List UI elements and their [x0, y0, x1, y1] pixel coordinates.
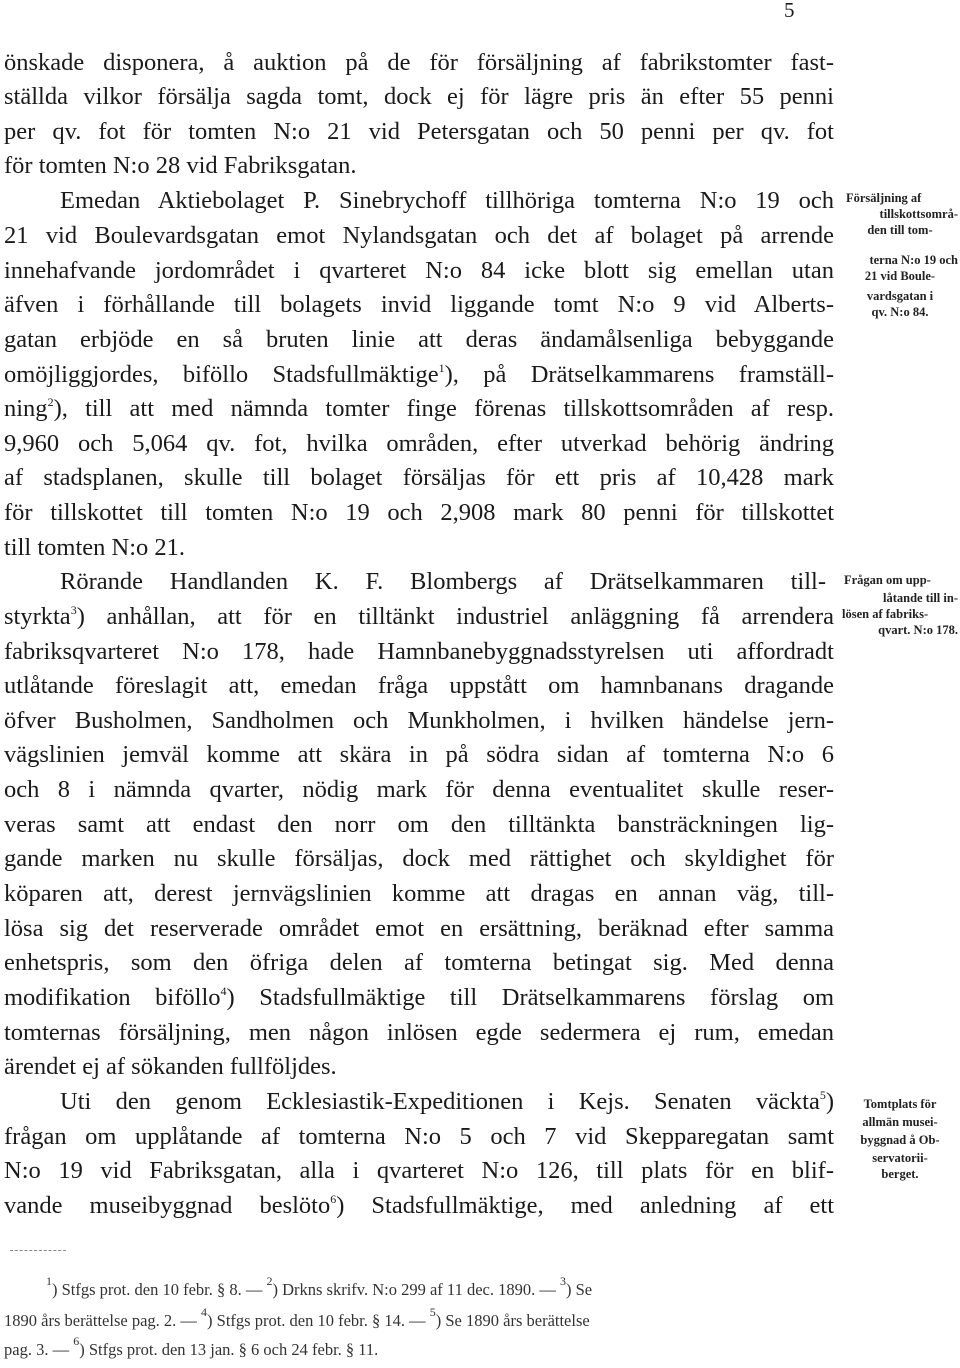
- body-line: köparen att, derest jernvägslinien komme att dragas en annan väg, till-: [4, 880, 834, 907]
- footnote-line: pag. 3. — $^6$) Stfgs prot. den 13 jan. § 6 och 24 febr. § 11.: [4, 1334, 379, 1359]
- footnote-ref: 4: [220, 984, 227, 998]
- body-line: Emedan Aktiebolaget P. Sinebrychoff tillhöriga tomterna N:o 19 och: [60, 187, 834, 214]
- footnote-line: $^1$) Stfgs prot. den 10 febr. § 8. — $^2$) Drkns skrifv. N:o 299 af 11 dec. 1890. — $^3$) Se: [46, 1274, 593, 1299]
- body-line: äfven i förhållande till bolagets invid liggande tomt N:o 9 vid Alberts-: [4, 291, 834, 318]
- footnote-marker: 6: [73, 1334, 80, 1348]
- footnote-ref: 6: [330, 1192, 337, 1206]
- body-line: vägslinien jemväl komme att skära in på södra sidan af tomterna N:o 6: [4, 741, 834, 768]
- footnote-ref: 1: [438, 361, 445, 375]
- body-line: för tomten N:o 28 vid Fabriksgatan.: [4, 152, 357, 179]
- body-line: utlåtande föreslagit att, emedan fråga uppstått om hamnbanans dragande: [4, 672, 834, 699]
- footnote-marker: 5: [429, 1305, 436, 1319]
- body-line: 21 vid Boulevardsgatan emot Nylandsgatan och det af bolaget på arrende: [4, 222, 834, 249]
- footnote-line: 1890 års berättelse pag. 2. — $^4$) Stfgs prot. den 10 febr. § 14. — $^5$) Se 1890 års berättelse: [4, 1305, 590, 1330]
- body-line: gatan erbjöde en så bruten linie att deras ändamålsenliga bebyggande: [4, 326, 834, 353]
- body-line: innehafvande jordområdet i qvarteret N:o 84 icke blott sig emellan utan: [4, 257, 834, 284]
- body-line: veras samt att endast den norr om den tilltänkta bansträckningen lig-: [4, 811, 834, 838]
- footnote-ref: 5: [819, 1088, 826, 1102]
- body-line: per qv. fot för tomten N:o 21 vid Petersgatan och 50 penni per qv. fot: [4, 118, 834, 145]
- body-line: enhetspris, som den öfriga delen af tomterna betingat sig. Med denna: [4, 949, 834, 976]
- body-line: Uti den genom Ecklesiastik-Expeditionen i Kejs. Senaten väckta$^5$): [60, 1088, 834, 1115]
- body-line: Rörande Handlanden K. F. Blombergs af Drätselkammaren till-: [60, 568, 826, 595]
- body-line: vande museibyggnad beslöto$^6$) Stadsfullmäktige, med anledning af ett: [4, 1192, 834, 1219]
- body-line: gande marken nu skulle försäljas, dock med rättighet och skyldighet för: [4, 845, 834, 872]
- margin-note: Frågan om upp- låtande till in- lösen af fabriks- qvart. N:o 178.: [842, 573, 958, 637]
- body-line: för tillskottet till tomten N:o 19 och 2,908 mark 80 penni för tillskottet: [4, 499, 834, 526]
- footnote-ref: 3: [70, 603, 77, 617]
- body-line: N:o 19 vid Fabriksgatan, alla i qvarteret N:o 126, till plats för en blif-: [4, 1157, 834, 1184]
- footnote-marker: 3: [559, 1274, 566, 1288]
- body-line: af stadsplanen, skulle till bolaget försäljas för ett pris af 10,428 mark: [4, 464, 834, 491]
- body-line: styrkta$^3$) anhållan, att för en tilltänkt industriel anläggning få arrendera: [4, 603, 834, 630]
- body-line: 9,960 och 5,064 qv. fot, hvilka områden, efter utverkad behörig ändring: [4, 430, 834, 457]
- footnote-separator: [10, 1250, 66, 1252]
- body-line: omöjliggjordes, biföllo Stadsfullmäktige$^1$), på Drätselkammarens framställ-: [4, 361, 834, 388]
- page-number: 5: [784, 0, 795, 22]
- body-line: och 8 i nämnda qvarter, nödig mark för denna eventualitet skulle reser-: [4, 776, 834, 803]
- body-line: önskade disponera, å auktion på de för försäljning af fabrikstomter fast-: [4, 49, 834, 76]
- body-line: ning$^2$), till att med nämnda tomter finge förenas tillskottsområden af resp.: [4, 395, 834, 422]
- footnote-marker: 1: [46, 1274, 52, 1288]
- footnote-ref: 2: [47, 395, 54, 409]
- footnote-marker: 2: [266, 1274, 273, 1288]
- body-line: till tomten N:o 21.: [4, 534, 186, 561]
- body-line: lösa sig det reserverade området emot en ersättning, beräknad efter samma: [4, 915, 834, 942]
- body-line: modifikation biföllo$^4$) Stadsfullmäktige till Drätselkammarens förslag om: [4, 984, 834, 1011]
- body-line: öfver Busholmen, Sandholmen och Munkholmen, i hvilken händelse jern-: [4, 707, 834, 734]
- margin-note: Försäljning af tillskottsområ- den till tom- terna N:o 19 och 21 vid Boule- vardsgatan i qv. N:o 84.: [846, 191, 958, 319]
- body-line: tomternas försäljning, men någon inlösen egde sedermera ej rum, emedan: [4, 1019, 834, 1046]
- footnote-marker: 4: [201, 1305, 208, 1319]
- body-line: fabriksqvarteret N:o 178, hade Hamnbanebyggnadsstyrelsen uti affordradt: [4, 638, 834, 665]
- body-line: ställda vilkor försälja sagda tomt, dock ej för lägre pris än efter 55 penni: [4, 83, 834, 110]
- body-line: frågan om upplåtande af tomterna N:o 5 och 7 vid Skepparegatan samt: [4, 1123, 834, 1150]
- margin-note: Tomtplats för allmän musei- byggnad å Ob- servatorii- berget.: [860, 1097, 940, 1181]
- body-line: ärendet ej af sökanden fullföljdes.: [4, 1053, 337, 1080]
